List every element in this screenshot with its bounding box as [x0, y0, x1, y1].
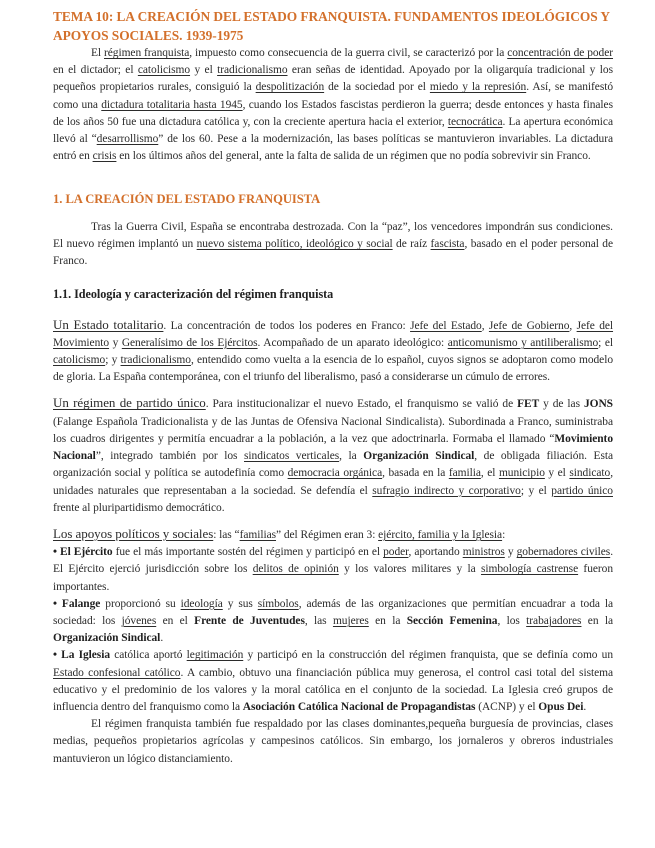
- section-1-paragraph: Tras la Guerra Civil, España se encontraba destrozada. Con la “paz”, los vencedores impondrán sus condiciones. El nuevo régimen implantó un nuevo sistema político, ideológico y social de raíz fascista, basado en el poder personal de Franco.: [53, 220, 613, 268]
- document-title: TEMA 10: LA CREACIÓN DEL ESTADO FRANQUISTA. FUNDAMENTOS IDEOLÓGICOS Y APOYOS SOCIALES. 1939-1975: [53, 9, 610, 43]
- political-support-paragraph: Los apoyos políticos y sociales: las “familias” del Régimen eran 3: ejército, familia y la Iglesia:: [53, 525, 506, 541]
- intro-paragraph: El régimen franquista, impuesto como consecuencia de la guerra civil, se caracterizó por la concentración de poder en el dictador; el catolicismo y el tradicionalismo eran señas de identidad. Apoyado por la oligarquía tradicional y los pequeños propietarios rurales, consiguió la despolitización de la sociedad por el miedo y la represión. Así, se manifestó como una dictadura totalitaria hasta 1945, cuando los Estados fascistas perdieron la guerra; desde entonces y hasta finales de los años 50 fue una dictadura católica y, con la creciente apertura hacia el exterior, tecnocrática. La apertura económica llevó al “desarrollismo” de los 60. Pese a la modernización, las bases políticas se mantuvieron invariables. La dictadura entró en crisis en los últimos años del general, ante la falta de salida de un régimen que no podía sobrevivir sin Franco.: [53, 47, 614, 163]
- falange-bullet: • Falange proporcionó su ideología y sus símbolos, además de las organizaciones que permitían encuadrar a toda la sociedad: los jóvenes en el Frente de Juventudes, las mujeres en la Sección Femenina, los trabajadores en la Organización Sindical.: [53, 597, 614, 645]
- subsection-heading-1-1: 1.1. Ideología y caracterización del régimen franquista: [53, 287, 334, 302]
- army-bullet: • El Ejército fue el más importante sostén del régimen y participó en el poder, aportando ministros y gobernadores civiles. El Ejército ejerció jurisdicción sobre los delitos de opinión y los valores militares y la simbología castrense fueron importantes.: [53, 546, 614, 593]
- totalitarian-state-paragraph: Un Estado totalitario. La concentración de todos los poderes en Franco: Jefe del Estado, Jefe de Gobierno, Jefe del Movimiento y Generalísimo de los Ejércitos. Acompañado de un aparato ideológico: anticomunismo y antiliberalismo; el catolicismo; y tradicionalismo, entendido como vuelta a la esencia de lo español, cuyos signos se adoptaron como modelo de gloria. La España contemporánea, con el triunfo del liberalismo, pasó a considerarse un cúmulo de errores.: [53, 316, 614, 384]
- closing-paragraph: El régimen franquista también fue respaldado por las clases dominantes,pequeña burguesía de provincias, clases medias, pequeños propietarios agrícolas y campesinos católicos. Sin embargo, los jornaleros y obreros industriales mantuvieron un lógico distanciamiento.: [53, 718, 613, 765]
- single-party-paragraph: Un régimen de partido único. Para institucionalizar el nuevo Estado, el franquismo se valió de FET y de las JONS (Falange Española Tradicionalista y de las Juntas de Ofensiva Nacional Sindicalista). Subordinada a Franco, suministraba los cuadros dirigentes y permitía encuadrar a la población, a la vez que adoctrinarla. Formaba el llamado “Movimiento Nacional”, integrado también por los sindicatos verticales, la Organización Sindical, de obligada filiación. Esta organización social y política se autodefinía como democracia orgánica, basada en la familia, el municipio y el sindicato, unidades naturales que representaban a la sociedad. Se defendía el sufragio indirecto y corporativo; y el partido único frente al pluripartidismo democrático.: [53, 395, 614, 514]
- section-heading-1: 1. LA CREACIÓN DEL ESTADO FRANQUISTA: [53, 192, 321, 207]
- church-bullet: • La Iglesia católica aportó legitimación y participó en la construcción del régimen franquista, que se definía como un Estado confesional católico. A cambio, obtuvo una financiación pública muy generosa, el control casi total del sistema educativo y el predominio de los valores y la moral católica en el conjunto de la sociedad. La Iglesia creó grupos de influencia dentro del franquismo como la Asociación Católica Nacional de Propagandistas (ACNP) y el Opus Dei.: [53, 649, 613, 713]
